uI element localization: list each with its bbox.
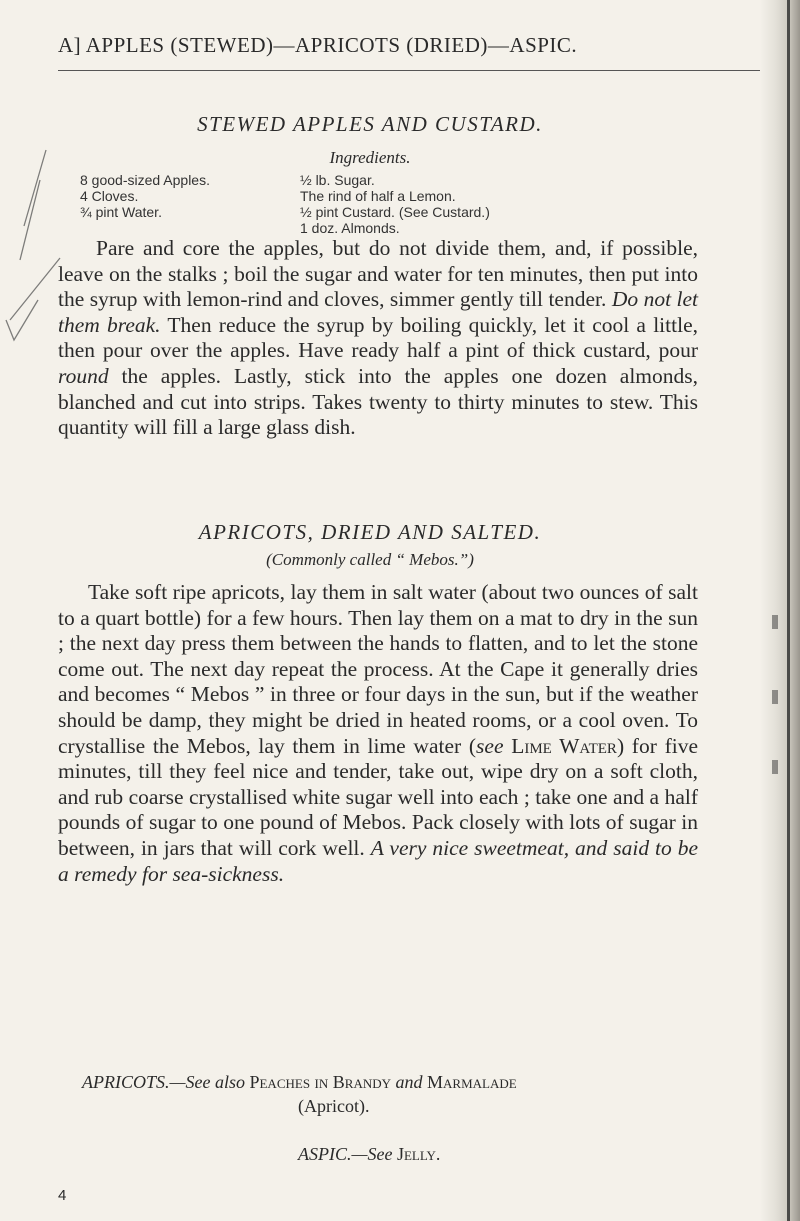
ingredients-left-list bbox=[80, 172, 210, 220]
running-head: A] APPLES (STEWED)—APRICOTS (DRIED)—ASPIC. bbox=[58, 33, 578, 57]
apricots-method: Take soft ripe apricots, lay them in salt water (about two ounces of salt to a quart bottle) for a few hours. Then lay them on a mat to dry in the sun ; the next day press them between the hands to flatten, and to let the stone come out. The next day repeat the process. At the Cape it generally dries and becomes “ Mebos ” in three or four days in the sun, but if the weather should be damp, they might be dried in heated rooms, or a cool oven. To crystallise the Mebos, lay them in lime water (see Lime Water) for five minutes, till they feel nice and tender, take out, wipe dry on a soft cloth, and rub coarse crystallised white sugar well into each ; take one and a half pounds of sugar to one pound of Mebos. Pack closely with lots of sugar in between, in jars that will cork well. A very nice sweetmeat, and said to be a remedy for sea-sickness. bbox=[58, 580, 698, 886]
header-rule bbox=[58, 70, 763, 71]
ingredient-item: 4 Cloves. bbox=[80, 188, 139, 204]
ingredient-item: ¾ pint Water. bbox=[80, 204, 162, 220]
stewed-apples-method: Pare and core the apples, but do not divide them, and, if possible, leave on the stalks ; boil the sugar and water for ten minutes, then put into the syrup with lemon-rind and cloves, simmer gently till tender. Do not let them break. Then reduce the syrup by boiling quickly, let it cool a little, then pour over the apples. Have ready half a pint of thick custard, pour round the apples. Lastly, stick into the apples one dozen almonds, blanched and cut into strips. Takes twenty to thirty minutes to stew. This quantity will fill a large glass dish. bbox=[58, 236, 699, 440]
cross-reference-aspic: ASPIC.—See Jelly. bbox=[298, 1144, 441, 1164]
edge-mark bbox=[772, 760, 778, 774]
edge-mark bbox=[772, 615, 778, 629]
page-edge-line bbox=[787, 0, 790, 1221]
edge-mark bbox=[772, 690, 778, 704]
page-edge-shadow bbox=[760, 0, 800, 1221]
ingredient-item: 1 doz. Almonds. bbox=[300, 220, 400, 236]
ingredient-item: The rind of half a Lemon. bbox=[300, 188, 456, 204]
cross-reference-apricots: APRICOTS.—See also Peaches in Brandy and Marmalade bbox=[82, 1072, 517, 1092]
cross-reference-apricot-continued: (Apricot). bbox=[298, 1096, 370, 1116]
ingredient-item: 8 good-sized Apples. bbox=[80, 172, 210, 188]
section-subtitle-mebos: (Commonly called “ Mebos.”) bbox=[266, 550, 474, 569]
section-title-stewed-apples: STEWED APPLES AND CUSTARD. bbox=[197, 112, 543, 136]
ingredient-item: ½ pint Custard. (See Custard.) bbox=[300, 204, 490, 220]
ingredients-right-list bbox=[300, 172, 490, 236]
section-title-apricots: APRICOTS, DRIED AND SALTED. bbox=[198, 520, 542, 544]
ingredients-heading: Ingredients. bbox=[329, 148, 411, 167]
ingredient-item: ½ lb. Sugar. bbox=[300, 172, 375, 188]
page-number: 4 bbox=[58, 1187, 67, 1204]
